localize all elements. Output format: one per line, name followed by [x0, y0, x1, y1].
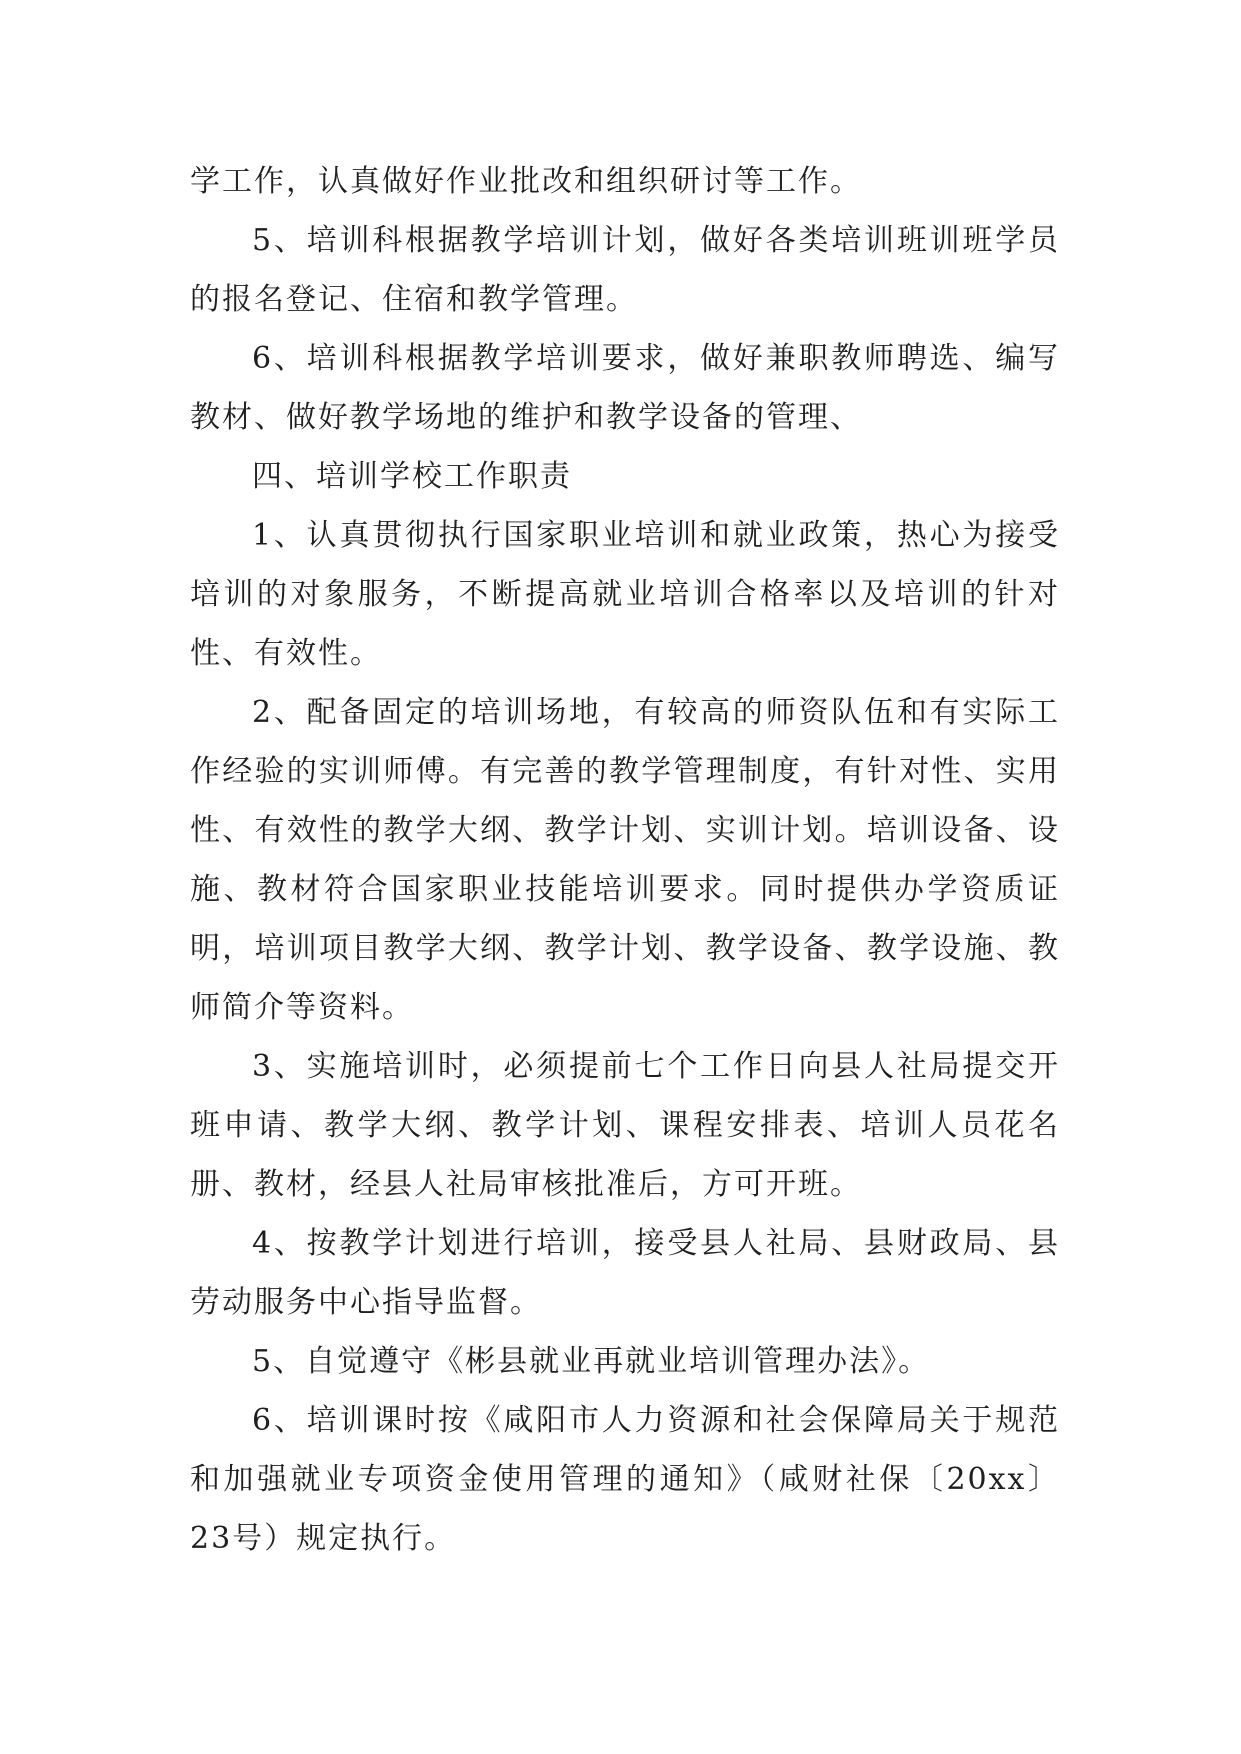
- paragraph-item-5-training-dept: 5、培训科根据教学培训计划，做好各类培训班训班学员的报名登记、住宿和教学管理。: [190, 223, 1060, 317]
- paragraph-continuation: 学工作，认真做好作业批改和组织研讨等工作。: [190, 164, 862, 199]
- document-body: [190, 152, 1060, 1568]
- paragraph-duty-3: 3、实施培训时，必须提前七个工作日向县人社局提交开班申请、教学大纲、教学计划、课程安排表、培训人员花名册、教材，经县人社局审核批准后，方可开班。: [190, 1049, 1060, 1202]
- paragraph-duty-6: 6、培训课时按《咸阳市人力资源和社会保障局关于规范和加强就业专项资金使用管理的通知》（咸财社保〔20xx〕23号）规定执行。: [190, 1403, 1060, 1556]
- paragraph-item-6-training-dept: 6、培训科根据教学培训要求，做好兼职教师聘选、编写教材、做好教学场地的维护和教学设备的管理、: [190, 341, 1060, 435]
- paragraph-duty-5: 5、自觉遵守《彬县就业再就业培训管理办法》。: [252, 1344, 931, 1379]
- paragraph-duty-4: 4、按教学计划进行培训，接受县人社局、县财政局、县劳动服务中心指导监督。: [190, 1226, 1060, 1320]
- paragraph-duty-2: 2、配备固定的培训场地，有较高的师资队伍和有实际工作经验的实训师傅。有完善的教学管理制度，有针对性、实用性、有效性的教学大纲、教学计划、实训计划。培训设备、设施、教材符合国家职业技能培训要求。同时提供办学资质证明，培训项目教学大纲、教学计划、教学设备、教学设施、教师简介等资料。: [190, 695, 1060, 1025]
- paragraph-duty-1: 1、认真贯彻执行国家职业培训和就业政策，热心为接受培训的对象服务，不断提高就业培训合格率以及培训的针对性、有效性。: [190, 518, 1060, 671]
- section-heading-school-duties: 四、培训学校工作职责: [252, 459, 572, 494]
